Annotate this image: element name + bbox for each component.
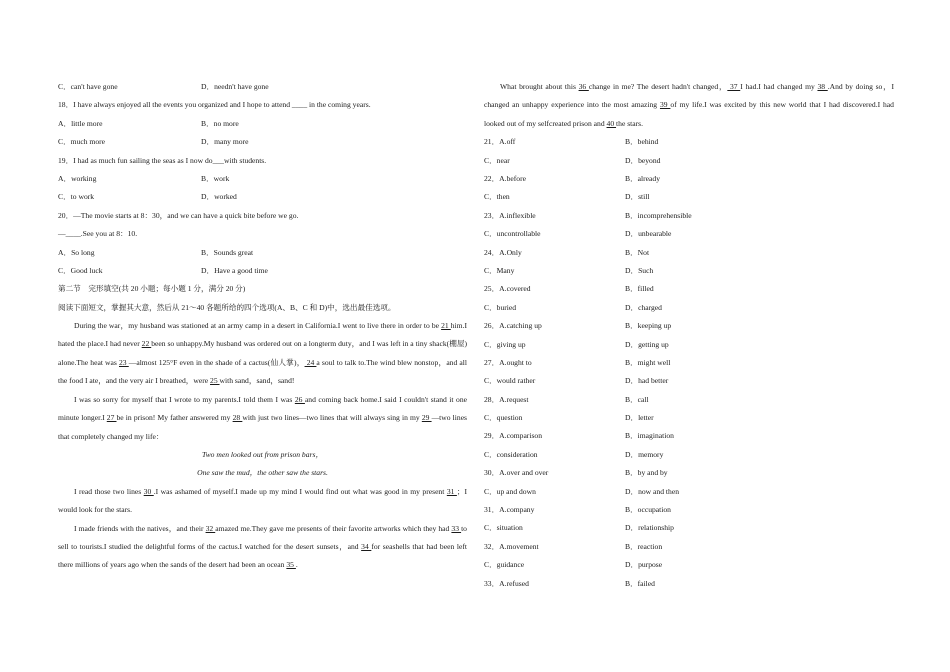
option: 24．A.Only — [484, 247, 522, 257]
passage-text: . — [295, 560, 298, 570]
option: 26．A.catching up — [484, 321, 542, 331]
blank-23: 23 — [119, 357, 129, 367]
q18-options-row — [58, 115, 467, 133]
option: D．getting up — [625, 339, 669, 349]
q18-options-row — [58, 133, 467, 151]
answer-options-row — [484, 391, 894, 409]
option: 25．A.covered — [484, 284, 531, 294]
answer-options-row — [484, 575, 894, 593]
q20-options-row — [58, 262, 467, 280]
section-title: 第二节 完形填空(共 20 小题；每小题 1 分，满分 20 分) — [58, 284, 246, 294]
option: 27．A.ought to — [484, 357, 532, 367]
answer-options-row — [484, 464, 894, 482]
blank-27: 27 — [106, 413, 117, 423]
blank-30: 30 — [143, 486, 154, 496]
poem-line-1: Two men looked out from prison bars， — [201, 449, 324, 459]
answer-options-row — [484, 446, 894, 464]
passage-text: .I was ashamed of myself.I made up my mind I would find out what was good in my present — [153, 486, 447, 496]
option: C．consideration — [484, 449, 538, 459]
passage-text: with sand，sand，sand! — [219, 376, 295, 386]
answer-options-row — [484, 188, 894, 206]
blank-36: 36 — [578, 82, 589, 91]
passage-text: to sell to tourists.I studied the delightful forms of the cactus.I watched for the desert sunsets，and — [58, 523, 467, 551]
option: D．purpose — [625, 560, 663, 570]
passage-text: amazed me.They gave me presents of their favorite artworks which they had — [215, 523, 452, 533]
answer-options-row — [484, 244, 894, 262]
passage-text: —two lines that completely changed my life： — [58, 413, 468, 441]
blank-35: 35 — [286, 560, 296, 570]
passage-text: During the war，my husband was stationed at an army camp in a desert in California.I went to live there in order to be — [74, 321, 442, 331]
option: C．situation — [484, 523, 523, 533]
passage-paragraph-4 — [58, 520, 467, 575]
option: C．then — [484, 192, 510, 202]
option: D．relationship — [625, 523, 674, 533]
blank-33: 33 — [451, 523, 462, 533]
answer-options-row — [484, 170, 894, 188]
option: 30．A.over and over — [484, 468, 549, 478]
right-column — [484, 78, 894, 593]
option: D．needn't have gone — [201, 82, 269, 91]
q19-options-row — [58, 170, 467, 188]
answer-options-row — [484, 483, 894, 501]
option: D．unbearable — [625, 229, 672, 239]
left-column — [58, 78, 467, 575]
option: C．up and down — [484, 486, 536, 496]
answer-options-row — [484, 354, 894, 372]
option: C．near — [484, 155, 510, 165]
passage-text: with just two lines—two lines that will always sing in my — [242, 413, 422, 423]
option: 28．A.request — [484, 394, 529, 404]
option: B．call — [625, 394, 649, 404]
blank-39: 39 — [659, 100, 671, 110]
option: B．Not — [625, 247, 650, 257]
answer-options-row — [484, 519, 894, 537]
passage-paragraph-1 — [58, 317, 467, 391]
answer-options-row — [484, 538, 894, 556]
option: A．So long — [58, 247, 95, 257]
answer-options-row — [484, 207, 894, 225]
option: D．letter — [625, 413, 654, 423]
option: B．by and by — [625, 468, 668, 478]
passage-text: the stars. — [616, 118, 644, 128]
option: C．to work — [58, 192, 95, 202]
option: B．failed — [625, 578, 655, 588]
q20-stem: 20．—The movie starts at 8：30，and we can have a quick bite before we go. — [58, 210, 299, 220]
option: 22．A.before — [484, 174, 526, 183]
blank-37: 37 — [727, 82, 741, 91]
option: B．keeping up — [625, 321, 672, 331]
option: B．Sounds great — [201, 247, 254, 257]
q19-options-row — [58, 188, 467, 206]
option: C．much more — [58, 137, 106, 147]
passage-text: of my life.I was excited by this new world that I had discovered.I had looked out of my selfcreated prison and — [484, 100, 894, 128]
passage-text: .And by doing so，I changed an unhappy experience into the most amazing — [484, 82, 894, 110]
passage-text: What brought about this — [500, 82, 579, 91]
option: B．filled — [625, 284, 654, 294]
option: D．many more — [201, 137, 249, 147]
option: C．can't have gone — [58, 82, 118, 91]
blank-22: 22 — [141, 339, 152, 349]
option: D．Have a good time — [201, 265, 268, 275]
passage-paragraph-5 — [484, 78, 894, 133]
answer-options-row — [484, 152, 894, 170]
option: C．question — [484, 413, 523, 423]
passage-text: been so unhappy.My husband was ordered out on a longterm duty，and I was left in a tiny shack(棚屋) alone.The heat was — [58, 339, 467, 367]
option: D．beyond — [625, 155, 661, 165]
option: C．uncontrollable — [484, 229, 541, 239]
answer-options-row — [484, 372, 894, 390]
option: D．had better — [625, 376, 669, 386]
option: B．no more — [201, 118, 239, 128]
option: 21．A.off — [484, 137, 516, 147]
option: D．charged — [625, 302, 662, 312]
answer-options-row — [484, 501, 894, 519]
option: B．already — [625, 174, 661, 183]
option: C．Many — [484, 265, 515, 275]
passage-text: ；I would look for the stars. — [58, 486, 467, 515]
option: B．might well — [625, 357, 671, 367]
blank-40: 40 — [606, 118, 617, 128]
q17-options-row — [58, 78, 467, 96]
q19-stem: 19．I had as much fun sailing the seas as I now do___with students. — [58, 155, 267, 165]
option: 31．A.company — [484, 505, 535, 515]
option: 29．A.comparison — [484, 431, 542, 441]
option: C．would rather — [484, 376, 536, 386]
answer-options-row — [484, 225, 894, 243]
option: B．work — [201, 173, 230, 183]
blank-21: 21 — [441, 321, 451, 331]
option: D．now and then — [625, 486, 679, 496]
blank-32: 32 — [205, 523, 216, 533]
option: C．buried — [484, 302, 517, 312]
option: D．still — [625, 192, 650, 202]
option: B．behind — [625, 137, 659, 147]
option: A．little more — [58, 118, 103, 128]
option: B．occupation — [625, 505, 671, 515]
answer-options-row — [484, 427, 894, 445]
q20-reply: —____.See you at 8：10. — [58, 229, 138, 239]
option: B．imagination — [625, 431, 674, 441]
q18-stem: 18．I have always enjoyed all the events you organized and I hope to attend ____ in the coming years. — [58, 100, 371, 110]
answer-options-row — [484, 317, 894, 335]
option: B．incomprehensible — [625, 210, 692, 220]
blank-38: 38 — [817, 82, 828, 91]
passage-paragraph-3 — [58, 483, 467, 520]
passage-paragraph-2 — [58, 391, 467, 446]
passage-text: for seashells that had been left there millions of years ago when the sands of the desert had been an ocean — [58, 541, 467, 570]
passage-text: I had.I had changed my — [740, 82, 818, 91]
blank-26: 26 — [294, 394, 305, 404]
passage-text: be in prison! My father answered my — [116, 413, 233, 423]
blank-25: 25 — [210, 376, 220, 386]
option: 33．A.refused — [484, 578, 529, 588]
option: A．working — [58, 173, 97, 183]
option: 32．A.movement — [484, 541, 539, 551]
blank-31: 31 — [446, 486, 457, 496]
answer-options-row — [484, 409, 894, 427]
option: D．Such — [625, 265, 654, 275]
blank-28: 28 — [232, 413, 243, 423]
answer-options-row — [484, 280, 894, 298]
blank-29: 29 — [421, 413, 432, 423]
option: B．reaction — [625, 541, 663, 551]
passage-text: change in me? The desert hadn't changed， — [588, 82, 728, 91]
q20-options-row — [58, 244, 467, 262]
passage-text: I read those two lines — [74, 486, 144, 496]
option: C．Good luck — [58, 265, 103, 275]
passage-text: —almost 125°F even in the shade of a cactus(仙人掌)， — [128, 357, 305, 367]
passage-text: I made friends with the natives，and their — [74, 523, 206, 533]
passage-text: I was so sorry for myself that I wrote to my parents.I told them I was — [74, 394, 295, 404]
passage-text: and coming back home.I said I couldn't stand it one minute longer.I — [58, 394, 467, 423]
option: C．guidance — [484, 560, 525, 570]
answer-options-row — [484, 133, 894, 151]
option: 23．A.inflexible — [484, 210, 536, 220]
blank-24: 24 — [304, 357, 317, 367]
passage-text: him.I hated the place.I had never — [58, 321, 467, 349]
answer-options-row — [484, 336, 894, 354]
poem-line-2: One saw the mud，the other saw the stars. — [197, 468, 328, 478]
blank-34: 34 — [361, 541, 372, 551]
passage-text: a soul to talk to.The wind blew nonstop，and all the food I ate，and the very air I breathed，were — [58, 357, 467, 386]
answer-options-row — [484, 556, 894, 574]
option: D．worked — [201, 192, 237, 202]
answer-options-row — [484, 262, 894, 280]
answer-options-row — [484, 299, 894, 317]
option: C．giving up — [484, 339, 526, 349]
section-instruction: 阅读下面短文，掌握其大意，然后从 21～40 各题所给的四个选项(A、B、C 和 D)中，选出最佳选项。 — [58, 302, 396, 312]
option: D．memory — [625, 449, 664, 459]
